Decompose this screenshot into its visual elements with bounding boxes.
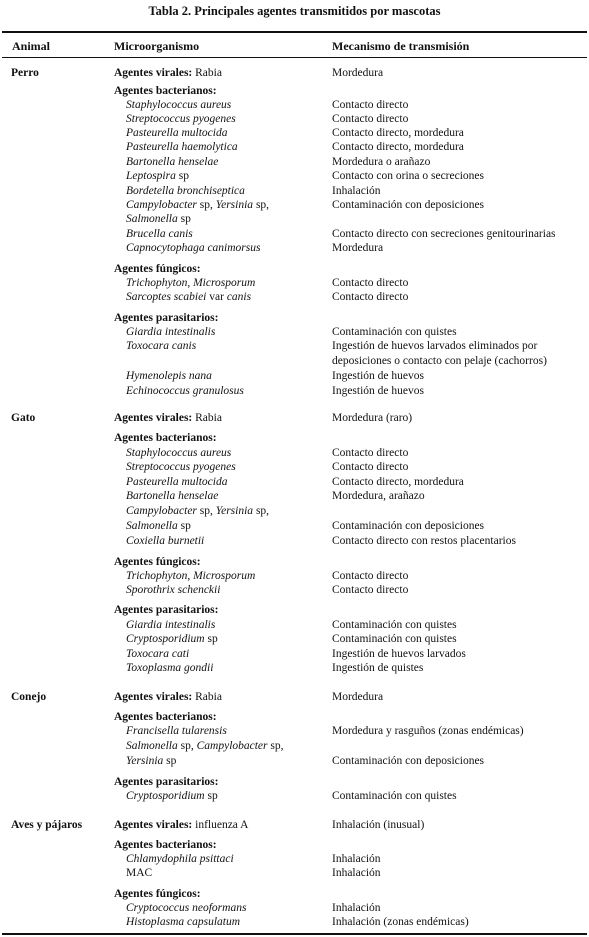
microorganism-part: Sarcoptes scabiei	[126, 291, 207, 303]
microorganism-part: Trichophyton, Microsporum	[126, 277, 256, 289]
animal-label: Gato	[11, 412, 36, 424]
transmission-mechanism: Ingestión de huevos	[332, 385, 424, 397]
microorganism-part: sp,	[267, 740, 284, 752]
microorganism-part: Bartonella henselae	[126, 490, 219, 502]
agent-category	[114, 311, 218, 325]
agent-category-label: Agentes fúngicos:	[114, 263, 201, 275]
header-rule	[2, 57, 587, 58]
transmission-mechanism: Contacto directo	[332, 570, 409, 582]
transmission-mechanism: Contaminación con quistes	[332, 619, 457, 631]
microorganism-name	[126, 852, 234, 866]
agent-category	[114, 411, 222, 425]
microorganism-name	[126, 901, 246, 915]
microorganism-part: Giardia intestinalis	[126, 619, 216, 631]
microorganism-part: Pasteurella haemolytica	[126, 141, 238, 153]
microorganism-part: Leptospira	[126, 170, 176, 182]
microorganism-name	[126, 169, 189, 183]
microorganism-part: Coxiella burnetii	[126, 535, 205, 547]
transmission-mechanism: Mordedura	[332, 242, 384, 254]
microorganism-part: Cryptococcus neoformans	[126, 902, 247, 914]
microorganism-part: canis	[226, 291, 252, 303]
transmission-mechanism: Contaminación con deposiciones	[332, 755, 485, 767]
microorganism-part: sp	[204, 790, 218, 802]
microorganism-part: Campylobacter	[126, 505, 197, 517]
microorganism-part: Yersinia	[215, 199, 254, 211]
microorganism-part: Pasteurella multocida	[126, 127, 228, 139]
agent-category	[114, 710, 217, 724]
transmission-mechanism: Ingestión de quistes	[332, 662, 424, 674]
transmission-mechanism: Contacto directo	[332, 447, 409, 459]
microorganism-part: Salmonella	[126, 213, 178, 225]
microorganism-part: Pasteurella multocida	[126, 476, 228, 488]
microorganism-name	[126, 155, 218, 169]
transmission-mechanism: Ingestión de huevos	[332, 370, 424, 382]
header-microorganism: Microorganismo	[114, 39, 200, 53]
transmission-mechanism: Contacto directo, mordedura	[332, 141, 464, 153]
transmission-mechanism: Contacto directo	[332, 584, 409, 596]
agent-category-label: Agentes bacterianos:	[114, 839, 217, 851]
microorganism-part: Echinococcus granulosus	[126, 385, 244, 397]
microorganism-part: Bartonella henselae	[126, 156, 219, 168]
microorganism-name	[126, 290, 251, 304]
transmission-mechanism: Contacto directo	[332, 277, 409, 289]
microorganism-part: Chlamydophila psittaci	[126, 853, 234, 865]
microorganism-name	[126, 915, 240, 929]
transmission-mechanism: Mordedura (raro)	[332, 412, 413, 424]
microorganism-name	[126, 519, 191, 533]
transmission-mechanism: Mordedura o arañazo	[332, 156, 431, 168]
transmission-mechanism: Contacto con orina o secreciones	[332, 170, 484, 182]
transmission-mechanism: Ingestión de huevos larvados	[332, 648, 466, 660]
microorganism-part: Staphylococcus aureus	[126, 447, 232, 459]
microorganism-name	[126, 724, 227, 738]
agent-category-label: Agentes virales:	[114, 67, 193, 79]
microorganism-name	[126, 276, 255, 290]
microorganism-part: Histoplasma capsulatum	[126, 916, 241, 928]
microorganism-name	[126, 739, 284, 753]
microorganism-part: Hymenolepis nana	[126, 370, 212, 382]
microorganism-name	[126, 198, 269, 212]
microorganism-part: Streptococcus pyogenes	[126, 113, 236, 125]
microorganism-name	[126, 112, 236, 126]
agent-category	[114, 818, 248, 832]
agent-name: Rabia	[192, 691, 222, 703]
microorganism-part: Toxocara canis	[126, 340, 197, 352]
animal-label: Aves y pájaros	[11, 819, 83, 831]
microorganism-part: Campylobacter	[196, 740, 268, 752]
microorganism-part: Sporothrix schenckii	[126, 584, 221, 596]
microorganism-part: Toxoplasma gondii	[126, 662, 214, 674]
microorganism-part: sp	[177, 213, 191, 225]
microorganism-name	[126, 866, 152, 880]
transmission-mechanism: Inhalación	[332, 185, 381, 197]
transmission-mechanism: Mordedura, arañazo	[332, 490, 425, 502]
microorganism-name	[126, 384, 244, 398]
agent-name: influenza A	[192, 819, 249, 831]
agent-category	[114, 555, 201, 569]
agent-category-label: Agentes virales:	[114, 819, 193, 831]
agent-category-label: Agentes fúngicos:	[114, 556, 201, 568]
agent-name: Rabia	[192, 412, 222, 424]
microorganism-part: sp,	[253, 199, 270, 211]
animal-label: Conejo	[11, 691, 47, 703]
transmission-mechanism: Contaminación con deposiciones	[332, 199, 485, 211]
microorganism-name	[126, 460, 236, 474]
agent-category-label: Agentes bacterianos:	[114, 85, 217, 97]
microorganism-name	[126, 489, 218, 503]
transmission-mechanism: Inhalación	[332, 902, 381, 914]
transmission-mechanism: Contaminación con quistes	[332, 633, 457, 645]
agent-category-label: Agentes bacterianos:	[114, 711, 217, 723]
microorganism-part: Francisella tularensis	[126, 725, 227, 737]
transmission-mechanism: Contacto directo, mordedura	[332, 127, 464, 139]
microorganism-part: Capnocytophaga canimorsus	[126, 242, 261, 254]
microorganism-name	[126, 227, 193, 241]
transmission-mechanism: Mordedura	[332, 691, 384, 703]
microorganism-part: Toxocara cati	[126, 648, 190, 660]
microorganism-name	[126, 661, 213, 675]
microorganism-part: sp	[177, 520, 191, 532]
agent-category-label: Agentes parasitarios:	[114, 312, 219, 324]
header-mechanism: Mecanismo de transmisión	[332, 39, 470, 53]
microorganism-name	[126, 339, 196, 353]
microorganism-part: Salmonella	[126, 520, 178, 532]
microorganism-part: Giardia intestinalis	[126, 326, 216, 338]
transmission-mechanism: Contacto directo	[332, 99, 409, 111]
agent-category	[114, 887, 201, 901]
microorganism-part: sp,	[196, 505, 216, 517]
agent-category-label: Agentes virales:	[114, 412, 193, 424]
transmission-mechanism: Ingestión de huevos larvados eliminados por	[332, 340, 538, 352]
transmission-mechanism: Contacto directo con restos placentarios	[332, 535, 516, 547]
transmission-mechanism: Inhalación	[332, 867, 381, 879]
microorganism-name	[126, 184, 245, 198]
microorganism-part: sp,	[196, 199, 216, 211]
top-rule	[2, 31, 587, 33]
microorganism-part: Trichophyton, Microsporum	[126, 570, 256, 582]
transmission-mechanism: Mordedura	[332, 67, 384, 79]
transmission-mechanism: Contaminación con deposiciones	[332, 520, 485, 532]
agent-category-label: Agentes parasitarios:	[114, 776, 219, 788]
microorganism-name	[126, 534, 204, 548]
microorganism-name	[126, 569, 255, 583]
microorganism-name	[126, 475, 227, 489]
transmission-mechanism: Inhalación	[332, 853, 381, 865]
microorganism-name	[126, 126, 227, 140]
microorganism-name	[126, 789, 218, 803]
header-animal: Animal	[12, 39, 51, 53]
microorganism-part: Brucella canis	[126, 228, 193, 240]
microorganism-name	[126, 241, 260, 255]
microorganism-part: sp,	[177, 740, 197, 752]
microorganism-part: Cryptosporidium	[126, 633, 205, 645]
agent-category	[114, 690, 222, 704]
transmission-mechanism: Contacto directo	[332, 291, 409, 303]
microorganism-part: Yersinia	[126, 755, 164, 767]
transmission-mechanism: Contacto directo	[332, 113, 409, 125]
table-title: Tabla 2. Principales agentes transmitidos por mascotas	[148, 4, 441, 18]
transmission-mechanism: Contacto directo con secreciones genitourinarias	[332, 228, 556, 240]
microorganism-part: MAC	[126, 867, 153, 879]
agent-name: Rabia	[192, 67, 222, 79]
microorganism-part: Bordetella bronchiseptica	[126, 185, 245, 197]
agent-category	[114, 603, 218, 617]
agent-category	[114, 775, 218, 789]
agent-category-label: Agentes virales:	[114, 691, 193, 703]
microorganism-part: Streptococcus pyogenes	[126, 461, 236, 473]
microorganism-part: sp	[175, 170, 189, 182]
microorganism-name	[126, 583, 220, 597]
microorganism-part: sp	[163, 755, 177, 767]
agent-category	[114, 66, 222, 80]
transmission-mechanism: Contacto directo	[332, 461, 409, 473]
microorganism-part: Staphylococcus aureus	[126, 99, 232, 111]
microorganism-part: sp	[204, 633, 218, 645]
transmission-mechanism: Inhalación (zonas endémicas)	[332, 916, 469, 928]
microorganism-part: Cryptosporidium	[126, 790, 205, 802]
microorganism-name	[126, 212, 191, 226]
agent-category-label: Agentes parasitarios:	[114, 604, 219, 616]
agent-category	[114, 262, 201, 276]
transmission-mechanism: deposiciones o contacto con pelaje (cachorros)	[332, 355, 547, 367]
microorganism-name	[126, 325, 215, 339]
microorganism-name	[126, 647, 189, 661]
microorganism-name	[126, 446, 231, 460]
agent-category	[114, 84, 217, 98]
microorganism-name	[126, 140, 238, 154]
agent-category	[114, 838, 217, 852]
animal-label: Perro	[11, 67, 39, 79]
microorganism-part: sp,	[253, 505, 270, 517]
microorganism-part: var	[206, 291, 227, 303]
agent-category	[114, 431, 217, 445]
agent-category-label: Agentes bacterianos:	[114, 432, 217, 444]
microorganism-name	[126, 98, 231, 112]
microorganism-part: Yersinia	[215, 505, 254, 517]
transmission-mechanism: Mordedura y rasguños (zonas endémicas)	[332, 725, 524, 737]
microorganism-name	[126, 632, 218, 646]
microorganism-name	[126, 618, 215, 632]
microorganism-name	[126, 504, 269, 518]
microorganism-name	[126, 754, 176, 768]
transmission-mechanism: Contaminación con quistes	[332, 790, 457, 802]
bottom-rule	[2, 933, 587, 935]
microorganism-part: Campylobacter	[126, 199, 197, 211]
transmission-mechanism: Inhalación (inusual)	[332, 819, 425, 831]
transmission-mechanism: Contaminación con quistes	[332, 326, 457, 338]
microorganism-part: Salmonella	[126, 740, 178, 752]
microorganism-name	[126, 369, 212, 383]
agent-category-label: Agentes fúngicos:	[114, 888, 201, 900]
transmission-mechanism: Contacto directo, mordedura	[332, 476, 464, 488]
